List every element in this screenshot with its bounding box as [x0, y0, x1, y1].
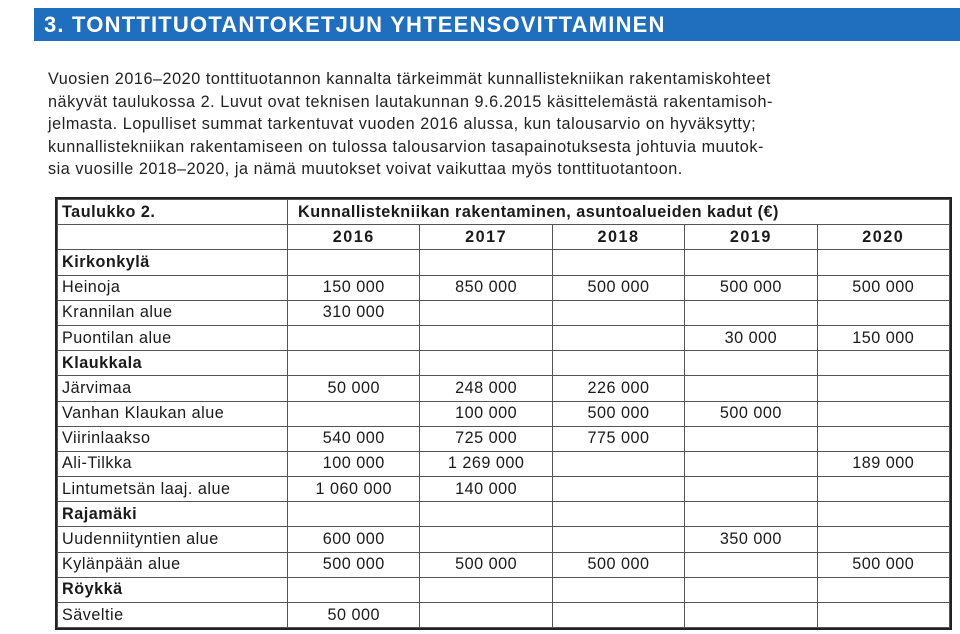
- cell-value: 50 000: [288, 376, 420, 401]
- area-name: Vanhan Klaukan alue: [58, 401, 288, 426]
- group-row: [58, 577, 950, 602]
- cell-value: 100 000: [288, 451, 420, 476]
- cell-value: [552, 603, 684, 628]
- cell-value: [817, 502, 949, 527]
- cell-value: [288, 250, 420, 275]
- cell-value: [420, 300, 552, 325]
- table-title: Kunnallistekniikan rakentaminen, asuntoalueiden kadut (€): [288, 200, 950, 225]
- cell-value: [817, 351, 949, 376]
- group-name: Klaukkala: [58, 351, 288, 376]
- cell-value: 189 000: [817, 451, 949, 476]
- cell-value: [420, 577, 552, 602]
- table-corner: [58, 225, 288, 250]
- cell-value: [420, 527, 552, 552]
- cell-value: 150 000: [817, 325, 949, 350]
- table-row: [58, 325, 950, 350]
- cell-value: 600 000: [288, 527, 420, 552]
- intro-paragraph: [48, 68, 960, 181]
- cell-value: 500 000: [685, 401, 817, 426]
- cell-value: 725 000: [420, 426, 552, 451]
- cell-value: [288, 325, 420, 350]
- cell-value: [420, 325, 552, 350]
- intro-line: Vuosien 2016–2020 tonttituotannon kannalta tärkeimmät kunnallistekniikan rakentamiskohteet: [48, 70, 771, 88]
- cell-value: 140 000: [420, 477, 552, 502]
- section-title: 3. TONTTITUOTANTOKETJUN YHTEENSOVITTAMINEN: [34, 8, 960, 41]
- group-row: [58, 351, 950, 376]
- table-row: [58, 477, 950, 502]
- cell-value: [685, 250, 817, 275]
- year-header: 2020: [817, 225, 949, 250]
- cell-value: [420, 502, 552, 527]
- cell-value: 540 000: [288, 426, 420, 451]
- cell-value: [685, 426, 817, 451]
- cell-value: 500 000: [420, 552, 552, 577]
- year-header: 2019: [685, 225, 817, 250]
- table-row: [58, 527, 950, 552]
- cell-value: [552, 577, 684, 602]
- group-row: [58, 250, 950, 275]
- cell-value: [685, 376, 817, 401]
- cell-value: [817, 401, 949, 426]
- cell-value: [817, 577, 949, 602]
- area-name: Krannilan alue: [58, 300, 288, 325]
- table-row: [58, 275, 950, 300]
- area-name: Ali-Tilkka: [58, 451, 288, 476]
- intro-line: sia vuosille 2018–2020, ja nämä muutokset voivat vaikuttaa myös tonttituotantoon.: [48, 160, 683, 178]
- cell-value: [288, 502, 420, 527]
- group-name: Kirkonkylä: [58, 250, 288, 275]
- table-row: [58, 451, 950, 476]
- cell-value: 1 269 000: [420, 451, 552, 476]
- cell-value: 30 000: [685, 325, 817, 350]
- cell-value: [685, 300, 817, 325]
- cell-value: 150 000: [288, 275, 420, 300]
- cell-value: 310 000: [288, 300, 420, 325]
- cell-value: [685, 351, 817, 376]
- intro-line: jelmasta. Lopulliset summat tarkentuvat vuoden 2016 alussa, kun talousarvio on hyväksytty;: [48, 115, 757, 133]
- cell-value: [552, 477, 684, 502]
- area-name: Uudenniityntien alue: [58, 527, 288, 552]
- cell-value: 248 000: [420, 376, 552, 401]
- cell-value: 850 000: [420, 275, 552, 300]
- cell-value: [552, 451, 684, 476]
- year-header: 2016: [288, 225, 420, 250]
- cell-value: [817, 477, 949, 502]
- cell-value: 226 000: [552, 376, 684, 401]
- cell-value: [817, 376, 949, 401]
- cell-value: [685, 502, 817, 527]
- cell-value: [288, 351, 420, 376]
- table-body: [58, 250, 950, 628]
- intro-line: näkyvät taulukossa 2. Luvut ovat teknisen lautakunnan 9.6.2015 käsittelemästä rakentamisoh-: [48, 92, 773, 111]
- cell-value: 500 000: [817, 552, 949, 577]
- cell-value: [817, 527, 949, 552]
- cell-value: [817, 603, 949, 628]
- group-name: Röykkä: [58, 577, 288, 602]
- cell-value: 500 000: [685, 275, 817, 300]
- table-row: [58, 300, 950, 325]
- area-name: Viirinlaakso: [58, 426, 288, 451]
- area-name: Heinoja: [58, 275, 288, 300]
- cell-value: [685, 603, 817, 628]
- cell-value: [552, 527, 684, 552]
- cell-value: 500 000: [552, 275, 684, 300]
- cell-value: [685, 552, 817, 577]
- cell-value: 500 000: [288, 552, 420, 577]
- area-name: Lintumetsän laaj. alue: [58, 477, 288, 502]
- table-row: [58, 426, 950, 451]
- cell-value: [420, 603, 552, 628]
- area-name: Järvimaa: [58, 376, 288, 401]
- group-row: [58, 502, 950, 527]
- table-row: [58, 552, 950, 577]
- cell-value: [685, 577, 817, 602]
- cell-value: 50 000: [288, 603, 420, 628]
- group-name: Rajamäki: [58, 502, 288, 527]
- area-name: Kylänpään alue: [58, 552, 288, 577]
- cell-value: 1 060 000: [288, 477, 420, 502]
- area-name: Säveltie: [58, 603, 288, 628]
- table-row: [58, 376, 950, 401]
- cell-value: [552, 502, 684, 527]
- cell-value: 775 000: [552, 426, 684, 451]
- cell-value: [288, 401, 420, 426]
- year-header: 2017: [420, 225, 552, 250]
- cell-value: [552, 325, 684, 350]
- cell-value: 100 000: [420, 401, 552, 426]
- cell-value: [420, 250, 552, 275]
- cell-value: [552, 300, 684, 325]
- cell-value: 350 000: [685, 527, 817, 552]
- cell-value: [817, 426, 949, 451]
- budget-table: [55, 197, 952, 630]
- table-row: [58, 603, 950, 628]
- cell-value: 500 000: [817, 275, 949, 300]
- year-header: 2018: [552, 225, 684, 250]
- table-label: Taulukko 2.: [58, 200, 288, 225]
- cell-value: 500 000: [552, 401, 684, 426]
- cell-value: [685, 451, 817, 476]
- cell-value: [552, 351, 684, 376]
- cell-value: [420, 351, 552, 376]
- cell-value: [817, 250, 949, 275]
- cell-value: [288, 577, 420, 602]
- intro-line: kunnallistekniikan rakentamiseen on tulossa talousarvion tasapainotuksesta johtuvia muutok-: [48, 137, 764, 156]
- cell-value: [685, 477, 817, 502]
- cell-value: [552, 250, 684, 275]
- table-row: [58, 401, 950, 426]
- area-name: Puontilan alue: [58, 325, 288, 350]
- cell-value: [817, 300, 949, 325]
- cell-value: 500 000: [552, 552, 684, 577]
